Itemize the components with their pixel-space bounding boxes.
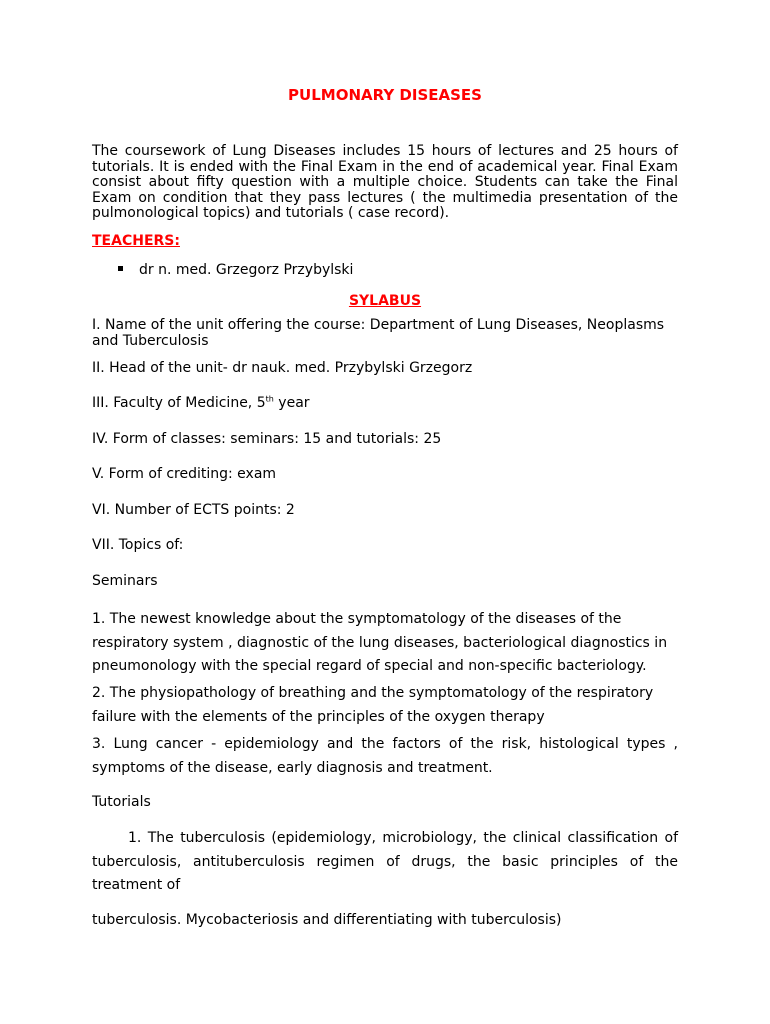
item-form-of-crediting: V. Form of crediting: exam — [92, 466, 277, 482]
tutorials-heading: Tutorials — [92, 794, 151, 810]
seminar-topic-1: 1. The newest knowledge about the symptomatology of the diseases of the respiratory system , diagnostic of the lung diseases, bacteriological diagnostics in pneumonology with the special regard of special and non-specific bacteriology. — [92, 611, 668, 674]
sylabus-heading: SYLABUS — [348, 293, 422, 309]
page-title: PULMONARY DISEASES — [288, 86, 482, 104]
item-form-of-classes: IV. Form of classes: seminars: 15 and tutorials: 25 — [92, 431, 442, 447]
tutorial-topic-1-continued: tuberculosis. Mycobacteriosis and differentiating with tuberculosis) — [92, 912, 562, 928]
item-ects-points: VI. Number of ECTS points: 2 — [92, 502, 295, 518]
teacher-name: dr n. med. Grzegorz Przybylski — [139, 262, 354, 278]
teachers-heading: TEACHERS: — [92, 233, 180, 249]
seminar-topic-3: 3. Lung cancer - epidemiology and the factors of the risk, histological types , symptoms of the disease, early diagnosis and treatment. — [92, 736, 678, 776]
item-faculty: III. Faculty of Medicine, 5th year — [92, 394, 310, 411]
tutorial-topic-1: 1. The tuberculosis (epidemiology, microbiology, the clinical classification of tuberculosis, antituberculosis regimen of drugs, the basic principles of the treatment of — [92, 830, 678, 893]
teacher-list-item — [118, 262, 353, 278]
square-bullet-icon — [118, 266, 123, 271]
seminars-heading: Seminars — [92, 573, 158, 589]
seminar-topic-2: 2. The physiopathology of breathing and the symptomatology of the respiratory failure with the elements of the principles of the oxygen therapy — [92, 685, 654, 725]
item-topics-of: VII. Topics of: — [92, 537, 184, 553]
item-unit-name: I. Name of the unit offering the course: Department of Lung Diseases, Neoplasms and Tuberculosis — [92, 317, 665, 349]
intro-paragraph: The coursework of Lung Diseases includes 15 hours of lectures and 25 hours of tutorials. It is ended with the Final Exam in the end of academical year. Final Exam consist about fifty question with a multiple choice. Students can take the Final Exam on condition that they pass lectures ( the multimedia presentation of the pulmonological topics) and tutorials ( case record). — [92, 143, 678, 221]
item-head-of-unit: II. Head of the unit- dr nauk. med. Przybylski Grzegorz — [92, 360, 473, 376]
